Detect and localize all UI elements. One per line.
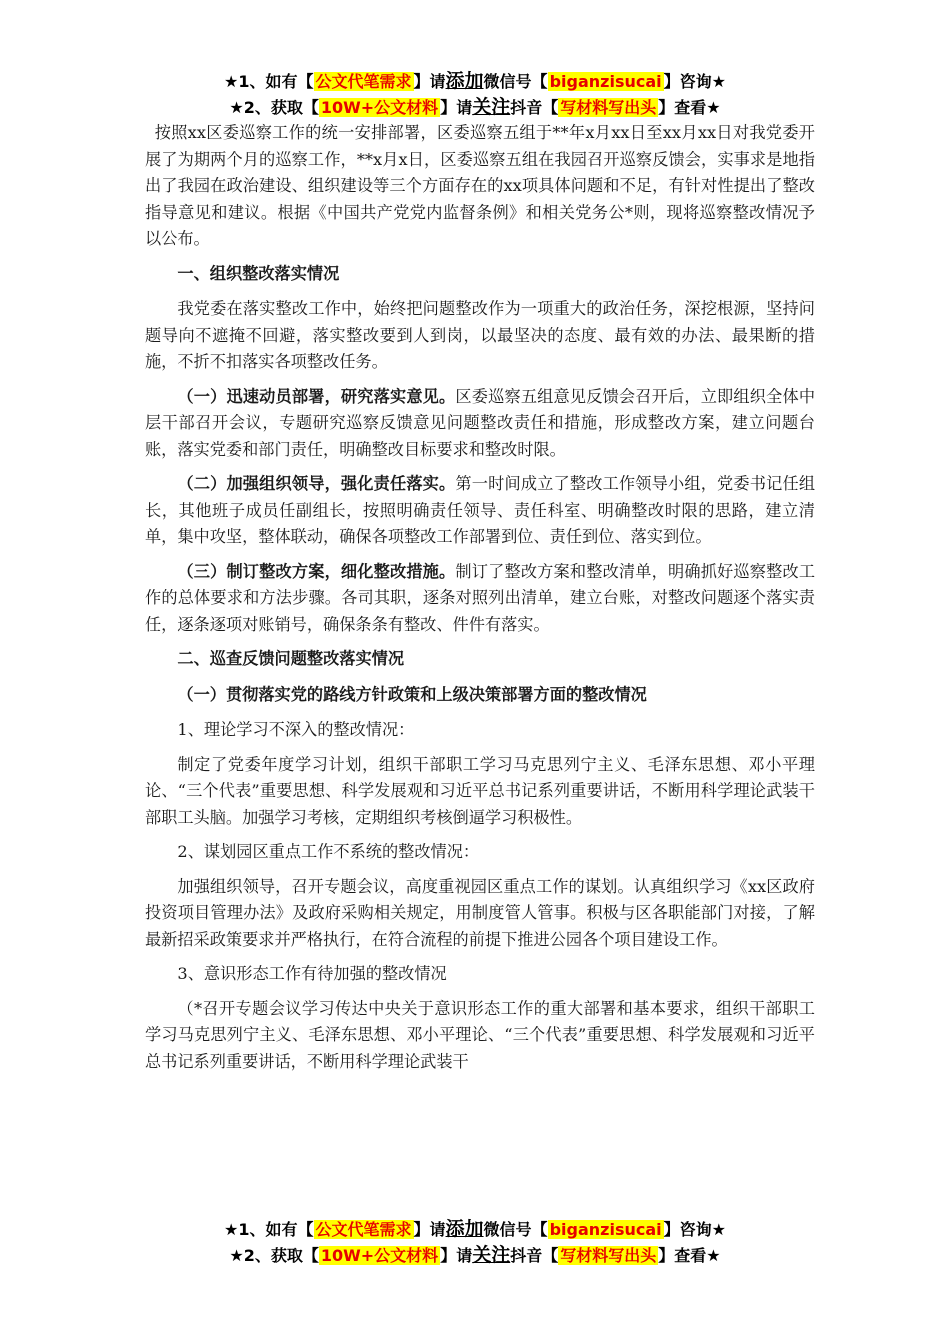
section-2-subtitle-1: （一）贯彻落实党的路线方针政策和上级决策部署方面的整改情况	[177, 684, 647, 704]
intro-paragraph: 按照xx区委巡察工作的统一安排部署，区委巡察五组于**年x月xx日至xx月xx日对我党委开展了为期两个月的巡察工作，**x月x日，区委巡察五组在我园召开巡察反馈会，实事求是地指出了我园在政治建设、组织建设等三个方面存在的xx项具体问题和不足，有针对性提出了整改指导意见和建议。根据《中国共产党党内监督条例》和相关党务公*则，现将巡察整改情况予以公布。	[145, 123, 815, 248]
highlight-douyin-id: 写材料写出头	[560, 1246, 657, 1265]
highlight-douyin-id: 写材料写出头	[560, 98, 657, 117]
section-2-title: 二、巡查反馈问题整改落实情况	[177, 649, 405, 668]
highlight-wechat-id: biganzisucai	[549, 72, 662, 91]
document-body	[145, 120, 815, 1083]
section-1-item-1	[145, 384, 815, 464]
issue-3-text: （*召开专题会议学习传达中央关于意识形态工作的重大部署和基本要求，组织干部职工学习马克思列宁主义、毛泽东思想、邓小平理论、“三个代表”重要思想、科学发展观和习近平总书记系列重要讲话，不断用科学理论武装干	[145, 998, 815, 1071]
promo-line-1: ★1、如有【 公文代笔需求 】请添加微信号【 biganzisucai 】咨询★	[224, 1218, 726, 1240]
highlight-materials: 10W+公文材料	[320, 98, 439, 117]
highlight-materials: 10W+公文材料	[320, 1246, 439, 1265]
item-heading: （三）制订整改方案，细化整改措施。	[177, 561, 456, 581]
issue-1-text: 制定了党委年度学习计划，组织干部职工学习马克思列宁主义、毛泽东思想、邓小平理论、“三个代表”重要思想、科学发展观和习近平总书记系列重要讲话，不断用科学理论武装干部职工头脑。加强学习考核，定期组织考核倒逼学习积极性。	[145, 754, 815, 827]
item-text: 制订了整改方案和整改清单，明确抓好巡察整改工作的总体要求和方法步骤。各司其职，逐条对照列出清单，建立台账，对整改问题逐个落实责任，逐条逐项对账销号，确保条条有整改、件件有落实。	[145, 561, 816, 634]
promo-line-1: ★1、如有【 公文代笔需求 】请添加微信号【 biganzisucai 】咨询★	[224, 70, 726, 92]
issue-3-title: 3、意识形态工作有待加强的整改情况	[177, 964, 447, 983]
promo-banner-top	[0, 70, 950, 122]
issue-2-title: 2、谋划园区重点工作不系统的整改情况：	[177, 842, 480, 861]
section-1-title: 一、组织整改落实情况	[177, 263, 340, 283]
section-1-item-2	[145, 471, 815, 551]
promo-line-2: ★2、获取【 10W+公文材料 】请关注抖音【 写材料写出头 】查看★	[229, 96, 721, 118]
section-1-item-3	[145, 559, 815, 639]
item-text: 第一时间成立了整改工作领导小组，党委书记任组长，其他班子成员任副组长，按照明确责任领导、责任科室、明确整改时限的思路，建立清单，集中攻坚，整体联动，确保各项整改工作部署到位、责任到位、落实到位。	[145, 474, 816, 546]
issue-1-title: 1、理论学习不深入的整改情况：	[177, 720, 415, 739]
highlight-service: 公文代笔需求	[315, 1220, 412, 1239]
section-1-paragraph: 我党委在落实整改工作中，始终把问题整改作为一项重大的政治任务，深挖根源，坚持问题导向不遮掩不回避，落实整改要到人到岗，以最坚决的态度、最有效的办法、最果断的措施，不折不扣落实各项整改任务。	[145, 299, 815, 371]
highlight-service: 公文代笔需求	[315, 72, 412, 91]
item-heading: （一）迅速动员部署，研究落实意见。	[177, 386, 456, 406]
promo-banner-bottom	[0, 1218, 950, 1270]
promo-line-2: ★2、获取【 10W+公文材料 】请关注抖音【 写材料写出头 】查看★	[229, 1244, 721, 1266]
item-text: 区委巡察五组意见反馈会召开后，立即组织全体中层干部召开会议，专题研究巡察反馈意见问题整改责任和措施，形成整改方案，建立问题台账，落实党委和部门责任，明确整改目标要求和整改时限。	[145, 386, 816, 459]
issue-2-text: 加强组织领导，召开专题会议，高度重视园区重点工作的谋划。认真组织学习《xx区政府投资项目管理办法》及政府采购相关规定，用制度管人管事。积极与区各职能部门对接，了解最新招采政策要求并严格执行，在符合流程的前提下推进公园各个项目建设工作。	[145, 876, 815, 949]
item-heading: （二）加强组织领导，强化责任落实。	[177, 474, 456, 493]
highlight-wechat-id: biganzisucai	[549, 1220, 662, 1239]
